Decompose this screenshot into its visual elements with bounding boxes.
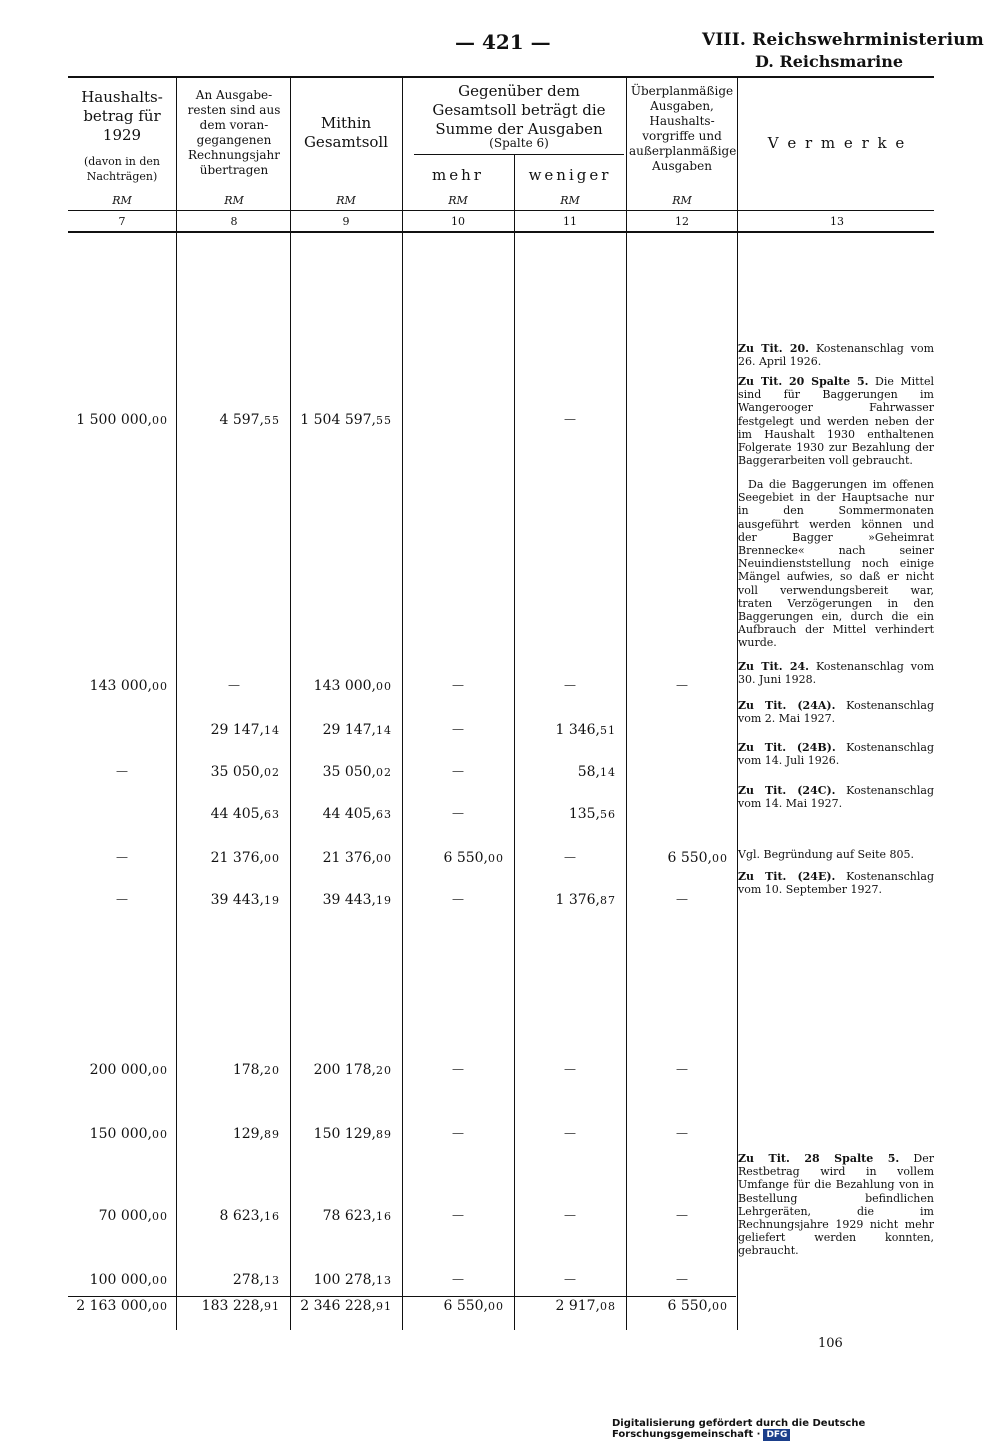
- dfg-logo: DFG: [763, 1429, 790, 1441]
- total-cell: 6 550,00: [667, 1298, 728, 1314]
- col11-number: 11: [563, 215, 577, 228]
- table-cell: —: [452, 1062, 464, 1076]
- table-cell: —: [676, 1208, 688, 1222]
- col12-unit: RM: [672, 194, 692, 207]
- table-cell: 21 376,00: [322, 850, 392, 866]
- split-rule: [414, 154, 624, 155]
- table-cell: 70 000,00: [98, 1208, 168, 1224]
- col11-unit: RM: [560, 194, 580, 207]
- col-divider: [514, 154, 515, 1330]
- table-cell: —: [564, 1208, 576, 1222]
- table-cell: —: [452, 722, 464, 736]
- table-cell: 1 500 000,00: [76, 412, 168, 428]
- table-cell: —: [452, 1272, 464, 1286]
- table-cell: —: [116, 892, 128, 906]
- table-cell: 200 178,20: [313, 1062, 392, 1078]
- table-cell: —: [116, 764, 128, 778]
- table-cell: 178,20: [232, 1062, 280, 1078]
- table-cell: 1 376,87: [555, 892, 616, 908]
- table-cell: 29 147,14: [210, 722, 280, 738]
- col12-title: Überplanmäßige Ausgaben, Haushalts-vorgriffe und außerplanmäßige Ausgaben: [629, 84, 737, 173]
- table-cell: 200 000,00: [89, 1062, 168, 1078]
- table-cell: 100 278,13: [313, 1272, 392, 1288]
- table-cell: 1 504 597,55: [300, 412, 392, 428]
- table-cell: 35 050,02: [210, 764, 280, 780]
- table-cell: —: [452, 806, 464, 820]
- remark-tit-24c: Zu Tit. (24C). Kostenanschlag vom 14. Mai 1927.: [738, 784, 934, 811]
- col13-number: 13: [830, 215, 844, 228]
- page-number: — 421 —: [455, 30, 551, 54]
- table-cell: 100 000,00: [89, 1272, 168, 1288]
- digitization-credit: Digitalisierung gefördert durch die Deutsche Forschungsgemeinschaft · DFG: [612, 1418, 866, 1440]
- table-cell: —: [564, 850, 576, 864]
- col11-title: weniger: [528, 166, 612, 184]
- col-divider: [626, 76, 627, 1330]
- remark-tit-28-col5: Zu Tit. 28 Spalte 5. Der Restbetrag wird in vollem Umfange für die Bezahlung von in Bestellung befindlichen Lehrgeräten, die im Rechnungsjahre 1929 nicht mehr geliefert werden konnten, gebraucht.: [738, 1152, 935, 1258]
- remark-tit-20: Zu Tit. 20. Kostenanschlag vom 26. April 1926.: [738, 342, 934, 369]
- total-cell: 183 228,91: [201, 1298, 280, 1314]
- remark-tit-20-col5: Zu Tit. 20 Spalte 5. Die Mittel sind für Baggerungen im Wangerooger Fahrwasser festgelegt und werden neben der im Haushalt 1930 enthaltenen Folgerate 1930 zur Bezahlung der Baggerarbeiten voll gebraucht.: [738, 375, 935, 468]
- table-cell: 58,14: [577, 764, 616, 780]
- table-cell: —: [452, 1208, 464, 1222]
- col13-title: V e r m e r k e: [767, 134, 907, 152]
- table-cell: 1 346,51: [555, 722, 616, 738]
- table-cell: 35 050,02: [322, 764, 392, 780]
- total-cell: 6 550,00: [443, 1298, 504, 1314]
- remark-tit-24: Zu Tit. 24. Kostenanschlag vom 30. Juni 1928.: [738, 660, 934, 687]
- table-cell: —: [452, 764, 464, 778]
- table-cell: 150 000,00: [89, 1126, 168, 1142]
- remark-tit-20-col5-cont: Da die Baggerungen im offenen Seegebiet in der Hauptsache nur in den Sommermonaten ausgeführt werden können und der Bagger »Geheimrat Brennecke« nach seiner Neuindienststellung noch einige Mängel aufwies, so daß er nicht voll verwendungsbereit war, traten Verzögerungen in den Baggerungen ein, durch die ein Aufbrauch der Mittel verhindert wurde.: [738, 478, 934, 650]
- total-cell: 2 163 000,00: [76, 1298, 168, 1314]
- col9-number: 9: [342, 215, 350, 228]
- remark-see-805: Vgl. Begründung auf Seite 805.: [738, 848, 914, 861]
- table-cell: 39 443,19: [322, 892, 392, 908]
- table-cell: 39 443,19: [210, 892, 280, 908]
- table-cell: —: [116, 850, 128, 864]
- table-cell: 44 405,63: [322, 806, 392, 822]
- table-cell: 6 550,00: [443, 850, 504, 866]
- table-cell: —: [676, 892, 688, 906]
- table-cell: 21 376,00: [210, 850, 280, 866]
- table-cell: —: [564, 1062, 576, 1076]
- table-cell: 143 000,00: [89, 678, 168, 694]
- table-cell: 278,13: [232, 1272, 280, 1288]
- col7-sub: (davon in den Nachträgen): [83, 155, 161, 183]
- table-cell: 129,89: [232, 1126, 280, 1142]
- col7-title: Haushalts-betrag für 1929: [81, 88, 163, 144]
- table-cell: —: [564, 1126, 576, 1140]
- col10-number: 10: [451, 215, 465, 228]
- col10-unit: RM: [448, 194, 468, 207]
- table-top-rule: [68, 76, 934, 78]
- col7-number: 7: [118, 215, 126, 228]
- total-cell: 2 917,08: [555, 1298, 616, 1314]
- table-cell: —: [564, 1272, 576, 1286]
- table-cell: —: [228, 678, 240, 692]
- table-cell: —: [676, 1126, 688, 1140]
- table-cell: 29 147,14: [322, 722, 392, 738]
- col8-number: 8: [230, 215, 238, 228]
- col10-11-sub: (Spalte 6): [489, 136, 549, 150]
- table-cell: 135,56: [568, 806, 616, 822]
- col12-number: 12: [675, 215, 689, 228]
- remark-tit-24e: Zu Tit. (24E). Kostenanschlag vom 10. September 1927.: [738, 870, 934, 897]
- table-cell: —: [676, 678, 688, 692]
- table-cell: —: [676, 1272, 688, 1286]
- subsection-title: D. Reichsmarine: [755, 52, 903, 71]
- col8-unit: RM: [224, 194, 244, 207]
- header-bottom-rule: [68, 231, 934, 233]
- table-cell: —: [452, 678, 464, 692]
- col9-unit: RM: [336, 194, 356, 207]
- table-cell: 78 623,16: [322, 1208, 392, 1224]
- table-cell: 44 405,63: [210, 806, 280, 822]
- total-cell: 2 346 228,91: [300, 1298, 392, 1314]
- col8-title: An Ausgabe-resten sind aus dem voran-gegangenen Rechnungsjahr übertragen: [187, 88, 281, 177]
- table-cell: 150 129,89: [313, 1126, 392, 1142]
- table-cell: 143 000,00: [313, 678, 392, 694]
- sheet-number: 106: [818, 1336, 843, 1351]
- col7-unit: RM: [112, 194, 132, 207]
- table-cell: 4 597,55: [219, 412, 280, 428]
- table-cell: 6 550,00: [667, 850, 728, 866]
- table-cell: —: [452, 892, 464, 906]
- table-cell: —: [564, 412, 576, 426]
- col-divider: [402, 76, 403, 1330]
- table-cell: 8 623,16: [219, 1208, 280, 1224]
- col10-title: mehr: [432, 166, 484, 184]
- table-cell: —: [564, 678, 576, 692]
- remark-tit-24b: Zu Tit. (24B). Kostenanschlag vom 14. Juli 1926.: [738, 741, 935, 768]
- col10-11-title: Gegenüber dem Gesamtsoll beträgt die Summe der Ausgaben: [432, 82, 606, 138]
- table-cell: —: [676, 1062, 688, 1076]
- table-cell: —: [452, 1126, 464, 1140]
- unit-rule: [68, 210, 934, 211]
- col9-title: Mithin Gesamtsoll: [303, 114, 389, 151]
- section-title: VIII. Reichswehrministerium: [702, 30, 984, 50]
- remark-tit-24a: Zu Tit. (24A). Kostenanschlag vom 2. Mai 1927.: [738, 699, 935, 726]
